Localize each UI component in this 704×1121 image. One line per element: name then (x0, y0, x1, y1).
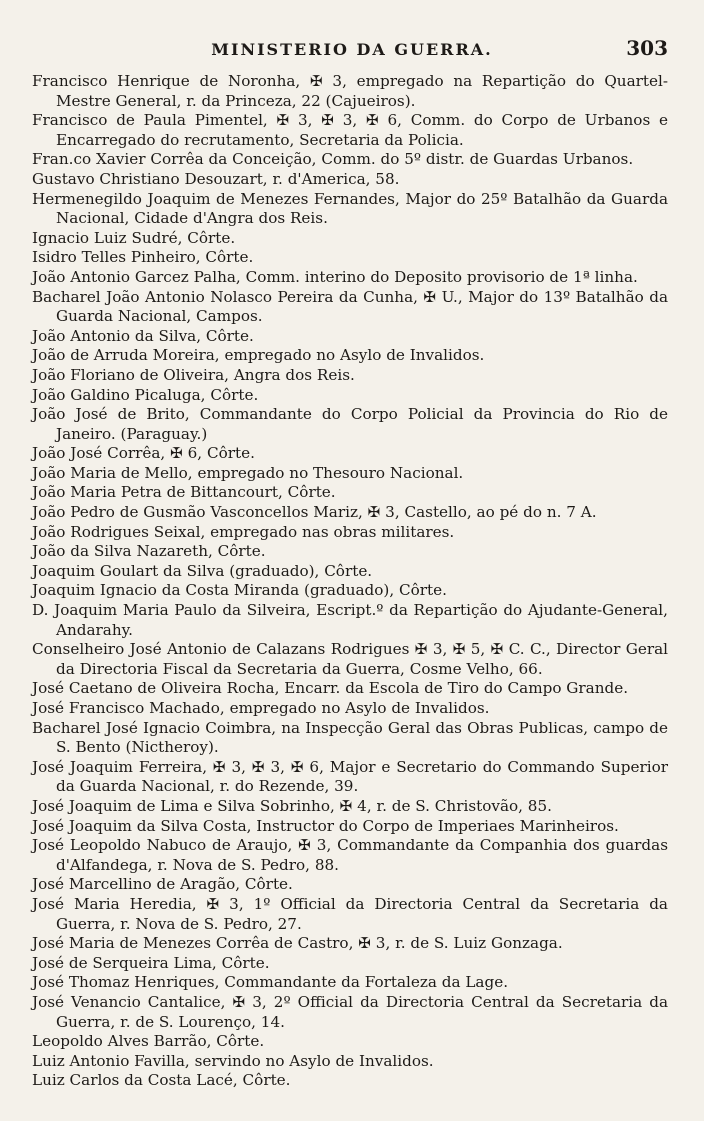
list-item: João Maria de Mello, empregado no Thesouro Nacional. (32, 463, 464, 482)
list-item: João José Corrêa, ✠ 6, Côrte. (32, 444, 255, 463)
list-item: João Antonio da Silva, Côrte. (32, 326, 254, 345)
page-header (0, 36, 704, 66)
list-item: João Antonio Garcez Palha, Comm. interino do Deposito provisorio de 1ª linha. (32, 267, 638, 286)
list-item: José de Serqueira Lima, Côrte. (32, 953, 270, 972)
list-item: João Galdino Picaluga, Côrte. (32, 385, 259, 404)
list-item: Francisco Henrique de Noronha, ✠ 3, empregado na Repartição do Quartel-Mestre General, r. da Princeza, 22 (Cajueiros). (32, 72, 668, 110)
list-item: João Maria Petra de Bittancourt, Côrte. (32, 483, 336, 502)
list-item: José Joaquim de Lima e Silva Sobrinho, ✠ 4, r. de S. Christovão, 85. (32, 796, 552, 815)
list-item: José Thomaz Henriques, Commandante da Fortaleza da Lage. (32, 973, 509, 992)
list-item: José Maria de Menezes Corrêa de Castro, ✠ 3, r. de S. Luiz Gonzaga. (32, 934, 563, 953)
list-item: José Francisco Machado, empregado no Asylo de Invalidos. (32, 699, 490, 717)
list-item: João de Arruda Moreira, empregado no Asylo de Invalidos. (32, 346, 485, 365)
list-item: José Joaquim da Silva Costa, Instructor do Corpo de Imperiaes Marinheiros. (32, 816, 619, 835)
list-item: João Rodrigues Seixal, empregado nas obras militares. (32, 522, 455, 541)
list-item: Francisco de Paula Pimentel, ✠ 3, ✠ 3, ✠ 6, Comm. do Corpo de Urbanos e Encarregado do recrutamento, Secretaria da Policia. (32, 111, 668, 149)
list-item: João Pedro de Gusmão Vasconcellos Mariz, ✠ 3, Castello, ao pé do n. 7 A. (32, 503, 597, 522)
list-item: José Joaquim Ferreira, ✠ 3, ✠ 3, ✠ 6, Major e Secretario do Commando Superior da Guarda Nacional, r. do Rezende, 39. (32, 757, 668, 796)
list-item: José Caetano de Oliveira Rocha, Encarr. da Escola de Tiro do Campo Grande. (32, 679, 629, 698)
list-item: Gustavo Christiano Desouzart, r. d'America, 58. (32, 169, 400, 188)
page-number: 303 (626, 36, 668, 60)
list-item: João da Silva Nazareth, Côrte. (32, 542, 266, 561)
list-item: Conselheiro José Antonio de Calazans Rodrigues ✠ 3, ✠ 5, ✠ C. C., Director Geral da Directoria Fiscal da Secretaria da Guerra, Cosme Velho, 66. (32, 640, 668, 678)
list-item: José Venancio Cantalice, ✠ 3, 2º Official da Directoria Central da Secretaria da Guerra, r. de S. Lourenço, 14. (32, 992, 668, 1031)
list-item: D. Joaquim Maria Paulo da Silveira, Escript.º da Repartição do Ajudante-General, Andarahy. (32, 601, 668, 639)
list-item: Bacharel José Ignacio Coimbra, na Inspecção Geral das Obras Publicas, campo de S. Bento (Nictheroy). (32, 718, 668, 757)
list-item: Bacharel João Antonio Nolasco Pereira da Cunha, ✠ U., Major do 13º Batalhão da Guarda Nacional, Campos. (32, 287, 668, 326)
list-item: José Marcellino de Aragão, Côrte. (32, 875, 293, 894)
list-item: Ignacio Luiz Sudré, Côrte. (32, 228, 236, 247)
running-title: MINISTERIO DA GUERRA. (211, 40, 493, 59)
list-item: Fran.co Xavier Corrêa da Conceição, Comm. do 5º distr. de Guardas Urbanos. (32, 150, 634, 169)
list-item: Hermenegildo Joaquim de Menezes Fernandes, Major do 25º Batalhão da Guarda Nacional, Cidade d'Angra dos Reis. (32, 189, 668, 228)
list-item: João Floriano de Oliveira, Angra dos Reis. (32, 365, 355, 384)
list-item: Joaquim Goulart da Silva (graduado), Côrte. (32, 561, 373, 580)
list-item: José Maria Heredia, ✠ 3, 1º Official da Directoria Central da Secretaria da Guerra, r. Nova de S. Pedro, 27. (32, 894, 668, 933)
entry-list (32, 72, 668, 1091)
list-item: João José de Brito, Commandante do Corpo Policial da Provincia do Rio de Janeiro. (Paraguay.) (32, 405, 668, 443)
list-item: José Leopoldo Nabuco de Araujo, ✠ 3, Commandante da Companhia dos guardas d'Alfandega, r. Nova de S. Pedro, 88. (32, 836, 668, 874)
list-item: Leopoldo Alves Barrão, Côrte. (32, 1032, 265, 1051)
list-item: Luiz Antonio Favilla, servindo no Asylo de Invalidos. (32, 1051, 434, 1070)
list-item: Joaquim Ignacio da Costa Miranda (graduado), Côrte. (32, 581, 447, 600)
list-item: Isidro Telles Pinheiro, Côrte. (32, 248, 254, 267)
list-item: Luiz Carlos da Costa Lacé, Côrte. (32, 1071, 291, 1090)
